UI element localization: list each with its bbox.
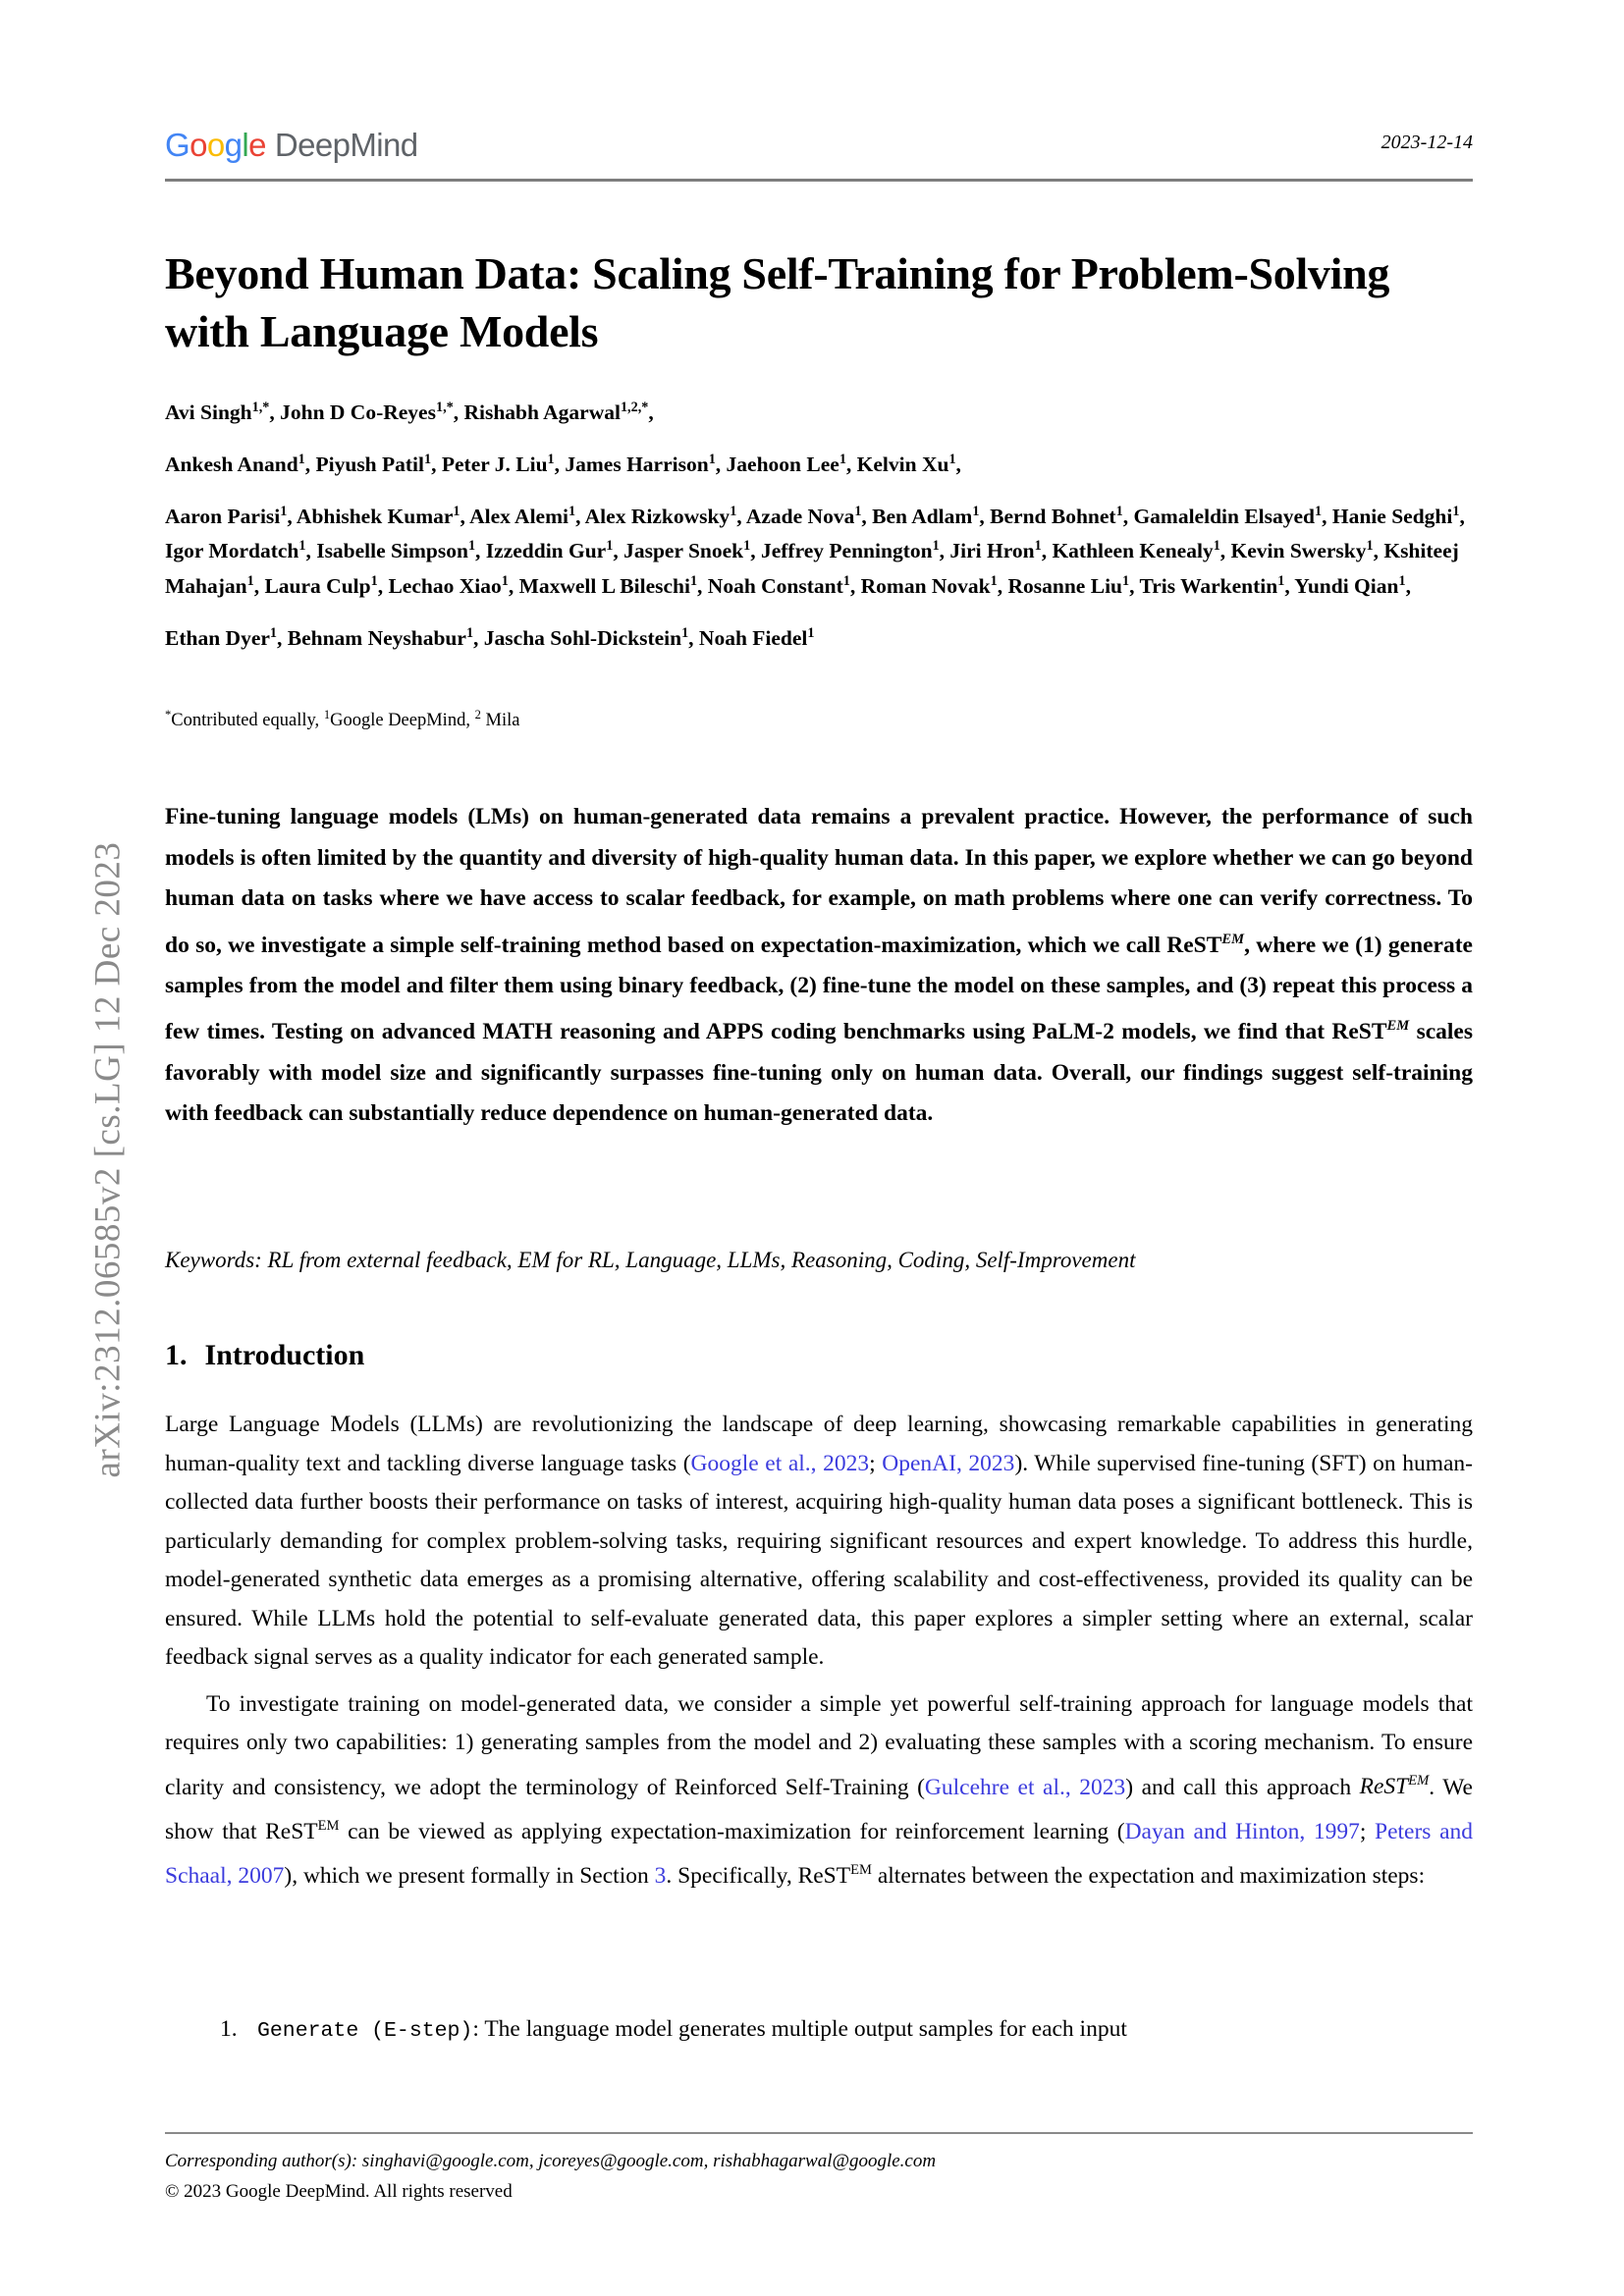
affiliation-note: *Contributed equally, $^1$Google DeepMind, $^2$ Mila: [165, 708, 520, 731]
author-line-1: Avi Singh$^{1,*}$, John D Co-Reyes$^{1,*}$, Rishabh Agarwal$^{1,2,*}$,: [165, 400, 654, 425]
paragraph-2: To investigate training on model-generated data, we consider a simple yet powerful self-training approach for language models that requires only two capabilities: 1) generating samples from the model and 2) evaluating these samples with a scoring mechanism. To ensure clarity and consistency, we adopt the terminology of Reinforced Self-Training (Gulcehre et al., 2023) and call this approach ReST$^{EM}$. We show that ReST$^{EM}$ can be viewed as applying expectation-maximization for reinforcement learning (Dayan and Hinton, 1997; Peters and Schaal, 2007), which we present formally in Section 3. Specifically, ReST$^{EM}$ alternates between the expectation and maximization steps:: [165, 1690, 1474, 1889]
citation-dayan-hinton-1997[interactable]: Dayan and Hinton, 1997: [1124, 1818, 1360, 1844]
google-deepmind-logo: [165, 126, 418, 165]
author-line-3: Aaron Parisi$^1$, Abhishek Kumar$^1$, Alex Alemi$^1$, Alex Rizkowsky$^1$, Azade Nova$^1$, Ben Adlam$^1$, Bernd Bohnet$^1$, Gamaleldin Elsayed$^1$, Hanie Sedghi$^1$, Igor Mordatch$^1$, Isabelle Simpson$^1$, Izzeddin Gur$^1$, Jasper Snoek$^1$, Jeffrey Pennington$^1$, Jiri Hron$^1$, Kathleen Kenealy$^1$, Kevin Swersky$^1$, Kshiteej Mahajan$^1$, Laura Culp$^1$, Lechao Xiao$^1$, Maxwell L Bileschi$^1$, Noah Constant$^1$, Roman Novak$^1$, Rosanne Liu$^1$, Tris Warkentin$^1$, Yundi Qian$^1$,: [165, 504, 1465, 598]
author-list: [165, 393, 1473, 653]
masthead: [165, 126, 1473, 183]
citation-peters-schaal-2007[interactable]: Peters and Schaal, 2007: [165, 1818, 1474, 1889]
author-line-2: Ankesh Anand$^1$, Piyush Patil$^1$, Peter J. Liu$^1$, James Harrison$^1$, Jaehoon Lee$^1$, Kelvin Xu$^1$,: [165, 452, 961, 477]
header-date: 2023-12-14: [1380, 132, 1473, 153]
citation-gulcehre-2023[interactable]: Gulcehre et al., 2023: [924, 1774, 1126, 1800]
section-title: Introduction: [204, 1339, 365, 1371]
list-item-code: Generate (E-step): [257, 2019, 473, 2043]
list-item-content: [257, 2010, 1127, 2052]
corresponding-authors: Corresponding author(s): singhavi@google.com, jcoreyes@google.com, rishabhagarwal@google.com: [165, 2151, 937, 2171]
footer-rule: [165, 2132, 1473, 2134]
logo-letter-e: e: [248, 127, 266, 163]
citation-openai-2023[interactable]: OpenAI, 2023: [882, 1450, 1015, 1476]
header-rule: [165, 179, 1473, 182]
logo-deepmind-text: DeepMind: [274, 127, 418, 163]
paragraph-1: Large Language Models (LLMs) are revolutionizing the landscape of deep learning, showcasing remarkable capabilities in generating human-quality text and tackling diverse language tasks (Google et al., 2023; OpenAI, 2023). While supervised fine-tuning (SFT) on human-collected data further boosts their performance on tasks of interest, acquiring high-quality human data poses a significant bottleneck. This is particularly demanding for complex problem-solving tasks, requiring significant resources and expert knowledge. To address this hurdle, model-generated synthetic data emerges as a promising alternative, offering scalability and cost-effectiveness, provided its quality can be ensured. While LLMs hold the potential to self-evaluate generated data, this paper explores a simpler setting where an external, scalar feedback signal serves as a quality indicator for each generated sample.: [165, 1412, 1473, 1670]
rest-em-italic: ReST$^{EM}$: [1359, 1773, 1430, 1800]
logo-letter-g2: g: [224, 127, 243, 163]
section-heading-introduction: [165, 1337, 1473, 1374]
ordered-list: [165, 2010, 1473, 2052]
page-title: Beyond Human Data: Scaling Self-Training for Problem-Solving with Language Models: [165, 247, 1390, 356]
keywords-line: Keywords: RL from external feedback, EM for RL, Language, LLMs, Reasoning, Coding, Self-Improvement: [165, 1248, 1136, 1272]
arxiv-stamp: arXiv:2312.06585v2 [cs.LG] 12 Dec 2023: [87, 841, 129, 1478]
page-footer: [165, 2146, 1473, 2207]
body-text: [165, 1406, 1473, 1896]
logo-letter-g: G: [165, 127, 190, 163]
logo-letter-o2: o: [206, 127, 225, 163]
logo-letter-l: l: [242, 127, 249, 163]
list-marker: 1.: [220, 2016, 238, 2042]
list-item-text: : The language model generates multiple output samples for each input: [472, 2016, 1127, 2042]
logo-letter-o1: o: [189, 127, 207, 163]
author-line-4: Ethan Dyer$^1$, Behnam Neyshabur$^1$, Jascha Sohl-Dickstein$^1$, Noah Fiedel$^1$: [165, 624, 815, 650]
abstract: Fine-tuning language models (LMs) on human-generated data remains a prevalent practice. However, the performance of such models is often limited by the quantity and diversity of high-quality human data. In this paper, we explore whether we can go beyond human data on tasks where we have access to scalar feedback, for example, on math problems where one can verify correctness. To do so, we investigate a simple self-training method based on expectation-maximization, which we call ReST$^{EM}$, where we (1) generate samples from the model and filter them using binary feedback, (2) fine-tune the model on these samples, and (3) repeat this process a few times. Testing on advanced MATH reasoning and APPS coding benchmarks using PaLM-2 models, we find that ReST$^{EM}$ scales favorably with model size and significantly surpasses fine-tuning only on human data. Overall, our findings suggest self-training with feedback can substantially reduce dependence on human-generated data.: [165, 804, 1473, 1127]
section-number: 1.: [165, 1339, 188, 1371]
citation-google-2023[interactable]: Google et al., 2023: [690, 1450, 870, 1476]
copyright-line: © 2023 Google DeepMind. All rights reserved: [165, 2181, 513, 2202]
section-ref-3[interactable]: 3: [654, 1862, 667, 1889]
list-item: [165, 2010, 1473, 2052]
